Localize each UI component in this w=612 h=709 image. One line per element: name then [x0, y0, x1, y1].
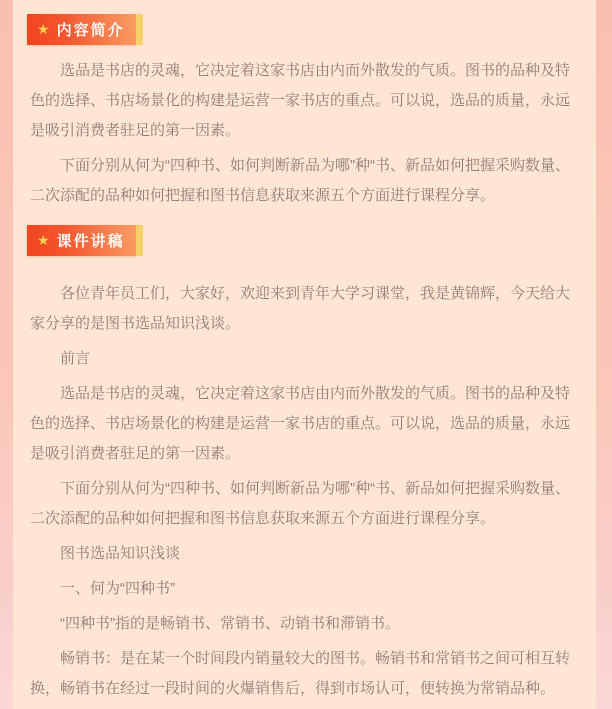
star-icon: ★ [37, 21, 50, 37]
paragraph: 各位青年员工们，大家好，欢迎来到青年大学习课堂，我是黄锦辉，今天给大家分享的是图书选品知识浅谈。 [30, 285, 571, 332]
article-card [13, 0, 596, 709]
paragraph: 图书选品知识浅谈 [60, 545, 181, 562]
paragraph: 下面分别从何为“四种书、如何判断新品为哪”种“书、新品如何把握采购数量、二次添配的品种如何把握和图书信息获取来源五个方面进行课程分享。 [30, 157, 570, 204]
paragraph: 畅销书：是在某一个时间段内销量较大的图书。畅销书和常销书之间可相互转换，畅销书在经过一段时间的火爆销售后，得到市场认可，便转换为常销品种。 [30, 650, 571, 697]
section-badge-label: 课件讲稿 [56, 233, 125, 250]
paragraph: “四种书”指的是畅销书、常销书、动销书和滞销书。 [60, 615, 400, 632]
section-badge-label: 内容简介 [56, 22, 125, 39]
paragraph: 一、何为“四种书” [60, 580, 175, 597]
paragraph: 选品是书店的灵魂，它决定着这家书店由内而外散发的气质。图书的品种及特色的选择、书店场景化的构建是运营一家书店的重点。可以说，选品的质量，永远是吸引消费者驻足的第一因素。 [30, 62, 571, 139]
badge-accent-bar [136, 225, 143, 256]
section-content-intro [13, 14, 596, 211]
section-badge-content-intro [27, 14, 136, 45]
section-lecture-notes [13, 225, 596, 704]
star-icon: ★ [37, 232, 50, 248]
paragraph: 下面分别从何为“四种书、如何判断新品为哪”种“书、新品如何把握采购数量、二次添配的品种如何把握和图书信息获取来源五个方面进行课程分享。 [30, 480, 570, 527]
paragraph: 选品是书店的灵魂，它决定着这家书店由内而外散发的气质。图书的品种及特色的选择、书店场景化的构建是运营一家书店的重点。可以说，选品的质量，永远是吸引消费者驻足的第一因素。 [30, 385, 571, 462]
badge-accent-bar [136, 14, 143, 45]
paragraph: 前言 [60, 350, 91, 367]
section-badge-lecture-notes [27, 225, 136, 256]
